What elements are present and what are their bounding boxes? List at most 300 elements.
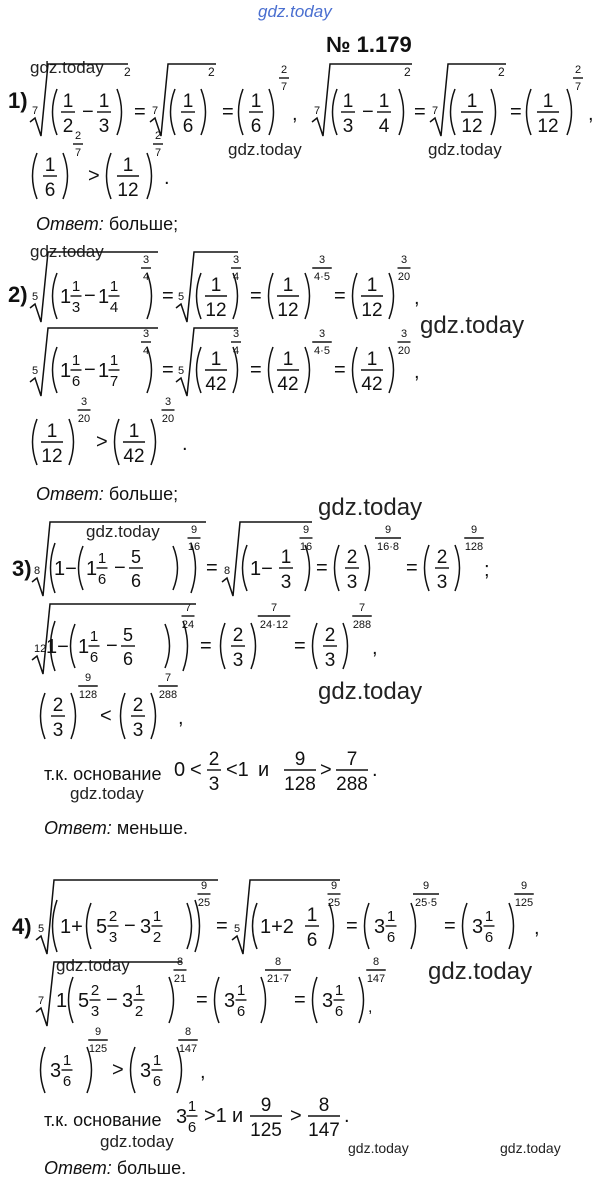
left-paren [53, 89, 58, 135]
fraction-denominator: 7 [574, 81, 582, 93]
watermark: gdz.today [100, 1132, 174, 1151]
right-paren [329, 903, 334, 949]
left-paren [335, 545, 340, 591]
minus-sign: − [106, 635, 118, 657]
fraction-denominator: 3 [108, 929, 118, 946]
fraction-denominator: 6 [130, 571, 142, 591]
left-paren [221, 623, 226, 669]
period: . [344, 1105, 350, 1127]
equals-sign: = [444, 915, 456, 937]
watermark: gdz.today [428, 140, 502, 159]
period: . [372, 759, 378, 781]
radical-index: 7 [314, 105, 321, 117]
fraction-numerator: 1 [466, 91, 478, 112]
left-paren [243, 545, 248, 591]
site-watermark-top[interactable]: gdz.today [258, 2, 332, 21]
fraction-numerator: 7 [346, 749, 358, 770]
fraction-numerator: 1 [182, 91, 194, 112]
fraction-denominator: 6 [44, 180, 56, 201]
fraction-numerator: 1 [134, 982, 144, 999]
radical-index: 5 [234, 923, 241, 935]
left-paren [115, 419, 120, 465]
right-paren [491, 89, 496, 135]
watermark: gdz.today [30, 58, 104, 77]
fraction-denominator: 3 [90, 1003, 100, 1020]
math-symbol: <1 [226, 759, 249, 781]
left-paren [463, 903, 468, 949]
fraction-denominator: 42 [205, 374, 227, 395]
comma: , [534, 917, 540, 939]
right-paren [389, 273, 394, 319]
minus-sign: − [124, 915, 136, 937]
conjunction: и [258, 759, 270, 781]
fraction-numerator: 1 [236, 982, 246, 999]
fraction-numerator: 2 [90, 982, 100, 999]
right-paren [359, 977, 364, 1023]
comparison-sign: > [88, 165, 100, 187]
fraction-denominator: 25 [327, 897, 341, 909]
left-paren [79, 546, 84, 590]
fraction-numerator: 1 [109, 278, 119, 295]
right-paren [509, 903, 514, 949]
left-paren [197, 347, 202, 393]
equals-sign: = [216, 915, 228, 937]
watermark: gdz.today [56, 956, 130, 975]
fraction-denominator: 12 [537, 116, 559, 137]
fraction-numerator: 3 [318, 328, 326, 340]
fraction-numerator: 1 [98, 91, 110, 112]
radical-index: 5 [32, 365, 39, 377]
fraction-numerator: 1 [128, 421, 140, 442]
radical-index: 7 [38, 995, 45, 1007]
left-paren [131, 1047, 136, 1093]
fraction-denominator: 16 [187, 541, 201, 553]
minus-sign: − [114, 557, 126, 579]
comma: , [292, 103, 298, 125]
semicolon: ; [484, 559, 490, 581]
problem-title: № 1.179 [326, 32, 412, 57]
fraction-denominator: 6 [306, 930, 318, 951]
fraction-denominator: 20 [397, 271, 411, 283]
right-paren [165, 624, 170, 668]
watermark: gdz.today [70, 784, 144, 803]
fraction-denominator: 12 [205, 300, 227, 321]
whole-part: 1 [60, 360, 72, 382]
equals-sign: = [334, 359, 346, 381]
fraction-numerator: 1 [282, 349, 294, 370]
right-paren [365, 545, 370, 591]
fraction-denominator: 4 [109, 299, 119, 316]
math-symbol: 1+ [60, 916, 83, 938]
fraction-numerator: 3 [232, 254, 240, 266]
whole-part: 5 [78, 990, 90, 1012]
radical-index: 12 [34, 643, 47, 655]
fraction-numerator: 2 [154, 130, 162, 142]
fraction-denominator: 25 [197, 897, 211, 909]
fraction-numerator: 9 [384, 524, 392, 536]
fraction-numerator: 2 [132, 695, 144, 716]
fraction-denominator: 12 [117, 180, 139, 201]
fraction-denominator: 16·8 [376, 541, 400, 553]
fraction-numerator: 8 [184, 1026, 192, 1038]
fraction-denominator: 7 [280, 81, 288, 93]
fraction-denominator: 3 [52, 720, 64, 741]
fraction-numerator: 1 [334, 982, 344, 999]
fraction-denominator: 7 [109, 373, 119, 390]
fraction-denominator: 6 [152, 1073, 162, 1090]
comma: , [372, 637, 378, 659]
fraction-denominator: 6 [89, 649, 99, 666]
whole-part: 3 [224, 990, 236, 1012]
equals-sign: = [294, 635, 306, 657]
fraction-denominator: 4 [232, 271, 240, 283]
comma: , [178, 707, 184, 729]
math-symbol: 1− [46, 636, 69, 658]
radical-index: 7 [152, 105, 159, 117]
fraction-denominator: 147 [308, 1120, 340, 1141]
fraction-denominator: 3 [132, 720, 144, 741]
left-paren [71, 624, 76, 668]
radical-index: 8 [34, 565, 41, 577]
fraction-denominator: 125 [250, 1120, 282, 1141]
math-symbol: 1+2 [260, 916, 294, 938]
fraction-denominator: 20 [77, 413, 91, 425]
fraction-numerator: 1 [152, 908, 162, 925]
left-paren [365, 903, 370, 949]
answer-value: больше; [108, 484, 179, 504]
left-paren [121, 693, 126, 739]
whole-part: 3 [472, 916, 484, 938]
comparison-sign: > [112, 1059, 124, 1081]
watermark: gdz.today [428, 958, 533, 985]
fraction-numerator: 3 [80, 396, 88, 408]
right-paren [173, 546, 178, 590]
fraction-numerator: 3 [142, 254, 150, 266]
left-paren [425, 545, 430, 591]
fraction-numerator: 1 [71, 352, 81, 369]
left-paren [53, 273, 58, 319]
math-symbol: >1 [204, 1105, 227, 1127]
item-number: 4) [12, 914, 32, 939]
minus-sign: − [362, 101, 374, 123]
fraction-numerator: 8 [274, 956, 282, 968]
fraction-numerator: 2 [108, 908, 118, 925]
fraction-numerator: 1 [62, 91, 74, 112]
fraction-numerator: 7 [164, 672, 172, 684]
left-paren [269, 273, 274, 319]
fraction-denominator: 3 [436, 572, 448, 593]
fraction-numerator: 9 [200, 880, 208, 892]
right-paren [147, 153, 152, 199]
fraction-denominator: 147 [366, 973, 386, 985]
fraction-denominator: 4·5 [314, 345, 330, 357]
radical-index: 5 [38, 923, 45, 935]
fraction-numerator: 9 [470, 524, 478, 536]
fraction-denominator: 20 [161, 413, 175, 425]
fraction-numerator: 8 [176, 956, 184, 968]
fraction-numerator: 3 [164, 396, 172, 408]
fraction-numerator: 1 [44, 155, 56, 176]
fraction-denominator: 25·5 [414, 897, 438, 909]
item-number: 1) [8, 88, 28, 113]
answer-label: Ответ: [36, 214, 104, 234]
fraction-numerator: 2 [574, 64, 582, 76]
whole-part: 3 [176, 1106, 188, 1128]
fraction-denominator: 2 [134, 1003, 144, 1020]
whole-part: 1 [98, 286, 110, 308]
equals-sign: = [134, 101, 146, 123]
right-paren [251, 623, 256, 669]
fraction-numerator: 5 [122, 625, 134, 645]
fraction-denominator: 288 [158, 689, 178, 701]
whole-part: 3 [322, 990, 334, 1012]
radical-index: 7 [432, 105, 439, 117]
fraction-numerator: 1 [210, 349, 222, 370]
minus-sign: − [84, 285, 96, 307]
fraction-numerator: 9 [294, 749, 306, 770]
radical-index: 5 [178, 291, 185, 303]
fraction-numerator: 9 [190, 524, 198, 536]
fraction-numerator: 1 [366, 349, 378, 370]
left-paren [313, 977, 318, 1023]
fraction-denominator: 6 [182, 116, 194, 137]
fraction-numerator: 1 [306, 905, 318, 926]
fraction-numerator: 1 [152, 1052, 162, 1069]
comparison-sign: > [290, 1105, 302, 1127]
answer-value: больше. [116, 1158, 187, 1178]
right-paren [69, 419, 74, 465]
fraction-denominator: 42 [361, 374, 383, 395]
fraction-denominator: 3 [208, 774, 220, 795]
whole-part: 1 [60, 286, 72, 308]
item-number: 3) [12, 556, 32, 581]
equals-sign: = [250, 285, 262, 307]
fraction-denominator: 16 [299, 541, 313, 553]
fraction-numerator: 3 [318, 254, 326, 266]
fraction-denominator: 12 [461, 116, 483, 137]
left-paren [353, 273, 358, 319]
fraction-denominator: 6 [62, 1073, 72, 1090]
fraction-numerator: 3 [232, 328, 240, 340]
right-paren [455, 545, 460, 591]
fraction-numerator: 3 [142, 328, 150, 340]
left-paren [353, 347, 358, 393]
fraction-numerator: 3 [400, 254, 408, 266]
equals-sign: = [162, 285, 174, 307]
fraction-numerator: 2 [324, 625, 336, 646]
radical-sign [30, 64, 128, 136]
fraction-numerator: 1 [378, 91, 390, 112]
left-paren [87, 903, 92, 949]
right-paren [187, 903, 192, 949]
comma: , [414, 287, 420, 309]
right-paren [389, 347, 394, 393]
fraction-numerator: 8 [318, 1095, 330, 1116]
left-paren [333, 89, 338, 135]
whole-part: 3 [122, 990, 134, 1012]
fraction-numerator: 1 [342, 91, 354, 112]
fraction-numerator: 8 [372, 956, 380, 968]
fraction-denominator: 3 [342, 116, 354, 137]
watermark: gdz.today [86, 522, 160, 541]
comma: , [368, 999, 373, 1016]
fraction-numerator: 7 [184, 602, 192, 614]
fraction-denominator: 3 [324, 650, 336, 671]
left-paren [171, 89, 176, 135]
fraction-denominator: 12 [361, 300, 383, 321]
fraction-numerator: 1 [89, 628, 99, 645]
minus-sign: − [84, 359, 96, 381]
fraction-denominator: 6 [236, 1003, 246, 1020]
left-paren [41, 1047, 46, 1093]
exponent: 2 [498, 65, 505, 79]
fraction-denominator: 6 [97, 571, 107, 588]
whole-part: 1 [78, 636, 90, 658]
equals-sign: = [414, 101, 426, 123]
comma: , [200, 1061, 206, 1083]
fraction-denominator: 288 [352, 619, 372, 631]
fraction-denominator: 42 [277, 374, 299, 395]
fraction-denominator: 2 [152, 929, 162, 946]
fraction-denominator: 4 [142, 345, 150, 357]
left-paren [239, 89, 244, 135]
left-paren [451, 89, 456, 135]
fraction-denominator: 6 [122, 649, 134, 669]
fraction-denominator: 3 [232, 650, 244, 671]
fraction-denominator: 4 [142, 271, 150, 283]
period: . [182, 433, 188, 455]
equals-sign: = [510, 101, 522, 123]
answer-value: меньше. [116, 818, 188, 838]
right-paren [71, 693, 76, 739]
fraction-numerator: 2 [232, 625, 244, 646]
comparison-sign: < [100, 705, 112, 727]
radical-index: 7 [32, 105, 39, 117]
whole-part: 3 [50, 1060, 62, 1082]
fraction-numerator: 2 [74, 130, 82, 142]
exponent: 2 [404, 65, 411, 79]
right-paren [411, 903, 416, 949]
fraction-denominator: 3 [346, 572, 358, 593]
comparison-sign: < [190, 759, 202, 781]
watermark: gdz.today [420, 312, 525, 339]
item-number: 2) [8, 282, 28, 307]
fraction-numerator: 1 [187, 1098, 197, 1115]
left-paren [41, 693, 46, 739]
whole-part: 1 [56, 990, 68, 1012]
left-paren [527, 89, 532, 135]
equals-sign: = [206, 557, 218, 579]
fraction-numerator: 1 [386, 908, 396, 925]
radical-index: 5 [32, 291, 39, 303]
fraction-numerator: 2 [346, 547, 358, 568]
fraction-numerator: 9 [260, 1095, 272, 1116]
left-paren [69, 977, 74, 1023]
fraction-numerator: 2 [208, 749, 220, 770]
fraction-numerator: 9 [520, 880, 528, 892]
reason-text: т.к. основание [44, 764, 162, 784]
fraction-numerator: 2 [280, 64, 288, 76]
fraction-denominator: 4 [232, 345, 240, 357]
fraction-numerator: 9 [330, 880, 338, 892]
fraction-denominator: 4·5 [314, 271, 330, 283]
fraction-denominator: 6 [250, 116, 262, 137]
fraction-denominator: 12 [277, 300, 299, 321]
fraction-denominator: 6 [484, 929, 494, 946]
equals-sign: = [162, 359, 174, 381]
fraction-numerator: 1 [210, 275, 222, 296]
right-paren [269, 89, 274, 135]
left-paren [269, 347, 274, 393]
fraction-numerator: 1 [366, 275, 378, 296]
fraction-numerator: 9 [422, 880, 430, 892]
fraction-numerator: 1 [282, 275, 294, 296]
left-paren [253, 903, 258, 949]
fraction-denominator: 288 [336, 774, 368, 795]
answer-label: Ответ: [44, 1158, 112, 1178]
fraction-denominator: 3 [71, 299, 81, 316]
fraction-denominator: 3 [280, 572, 292, 593]
fraction-denominator: 147 [178, 1043, 198, 1055]
equals-sign: = [294, 989, 306, 1011]
fraction-denominator: 7 [154, 147, 162, 159]
exponent: 2 [124, 65, 131, 79]
fraction-denominator: 6 [71, 373, 81, 390]
fraction-denominator: 125 [514, 897, 534, 909]
conjunction: и [232, 1105, 244, 1127]
right-paren [261, 977, 266, 1023]
fraction-denominator: 7 [74, 147, 82, 159]
right-paren [305, 347, 310, 393]
answer-label: Ответ: [36, 484, 104, 504]
fraction-numerator: 1 [122, 155, 134, 176]
equals-sign: = [334, 285, 346, 307]
math-symbol: 1− [250, 558, 273, 580]
fraction-numerator: 1 [280, 547, 292, 568]
period: . [164, 167, 170, 189]
right-paren [201, 89, 206, 135]
right-paren [169, 977, 174, 1023]
right-paren [151, 419, 156, 465]
watermark: gdz.today [500, 1140, 561, 1156]
fraction-numerator: 2 [436, 547, 448, 568]
equals-sign: = [250, 359, 262, 381]
fraction-numerator: 2 [52, 695, 64, 716]
whole-part: 5 [96, 916, 108, 938]
left-paren [215, 977, 220, 1023]
fraction-denominator: 21 [173, 973, 187, 985]
fraction-denominator: 128 [464, 541, 484, 553]
fraction-denominator: 128 [284, 774, 316, 795]
answer-value: больше; [108, 214, 179, 234]
right-paren [399, 89, 404, 135]
fraction-denominator: 6 [334, 1003, 344, 1020]
fraction-denominator: 128 [78, 689, 98, 701]
exponent: 2 [208, 65, 215, 79]
left-paren [53, 347, 58, 393]
fraction-numerator: 1 [250, 91, 262, 112]
fraction-denominator: 24 [181, 619, 195, 631]
left-paren [33, 419, 38, 465]
fraction-numerator: 3 [400, 328, 408, 340]
fraction-numerator: 9 [302, 524, 310, 536]
math-symbol: 1− [54, 558, 77, 580]
left-paren [33, 153, 38, 199]
fraction-numerator: 7 [270, 602, 278, 614]
watermark: gdz.today [318, 494, 423, 521]
right-paren [567, 89, 572, 135]
whole-part: 3 [140, 916, 152, 938]
